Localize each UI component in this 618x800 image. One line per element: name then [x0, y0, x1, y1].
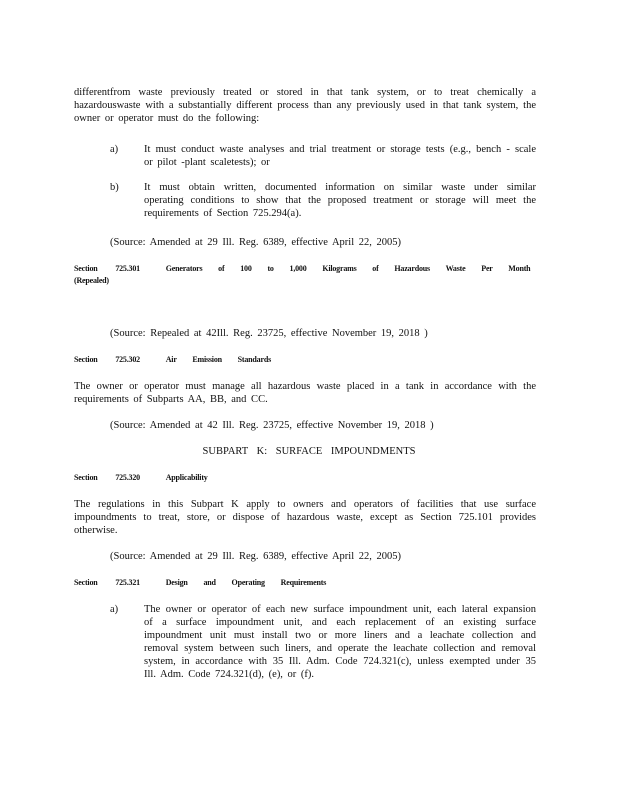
intro-paragraph: differentfrom waste previously treated or stored in that tank system, or to treat chemically a hazardouswaste with a substantially different process than any previously used in that tank system, the owner or operator must do the following:: [74, 87, 536, 124]
section-word: Section: [74, 578, 98, 587]
section-status: (Repealed): [74, 276, 109, 285]
source-note: (Source: Amended at 29 Ill. Reg. 6389, effective April 22, 2005): [110, 551, 401, 562]
section-word: Section: [74, 264, 98, 273]
source-note: (Source: Amended at 29 Ill. Reg. 6389, effective April 22, 2005): [110, 237, 401, 248]
list-item-b: [110, 181, 540, 223]
list-item-label: a): [110, 604, 119, 615]
section-title: Generators of 100 to 1,000 Kilograms of Hazardous Waste Per Month: [165, 264, 531, 273]
section-heading-725-301: [74, 263, 534, 287]
list-item-label: a): [110, 144, 119, 155]
section-number: 725.302: [115, 355, 140, 364]
source-note: (Source: Repealed at 42Ill. Reg. 23725, effective November 19, 2018 ): [110, 328, 428, 339]
section-heading-725-320: [74, 472, 534, 484]
list-item-text: The owner or operator of each new surface impoundment unit, each lateral expansion of a surface impoundment unit, and each replacement of an existing surface impoundment unit must install two or more liners and a leachate collection and removal system between such liners, and operate the leachate collection and removal system, in accordance with 35 Ill. Adm. Code 724.321(c), unless exempted under 35 Ill. Adm. Code 724.321(d), (e), or (f).: [144, 604, 536, 680]
section-title: Air Emission Standards: [165, 355, 271, 364]
section-number: 725.320: [115, 473, 140, 482]
paragraph-725-320: The regulations in this Subpart K apply to owners and operators of facilities that use surface impoundments to treat, store, or dispose of hazardous waste, except as Section 725.101 provides otherwise.: [74, 499, 536, 536]
paragraph-725-302: The owner or operator must manage all hazardous waste placed in a tank in accordance with the requirements of Subparts AA, BB, and CC.: [74, 381, 536, 405]
list-item-text: It must obtain written, documented information on similar waste under similar operating conditions to show that the proposed treatment or storage will meet the requirements of Section 725.294(a).: [144, 182, 536, 219]
section-title: Applicability: [165, 473, 208, 482]
list-item-text: It must conduct waste analyses and trial treatment or storage tests (e.g., bench - scale or pilot -plant scaletests); or: [144, 144, 536, 168]
list-item-321-a: [110, 603, 540, 687]
section-heading-725-302: [74, 354, 534, 366]
section-word: Section: [74, 473, 98, 482]
subpart-heading: SUBPART K: SURFACE IMPOUNDMENTS: [202, 446, 416, 457]
section-heading-725-321: [74, 577, 534, 589]
section-number: 725.301: [115, 264, 140, 273]
source-note: (Source: Amended at 42 Ill. Reg. 23725, effective November 19, 2018 ): [110, 420, 434, 431]
list-item-label: b): [110, 182, 119, 193]
section-number: 725.321: [115, 578, 140, 587]
list-item-a: [110, 143, 540, 171]
section-title: Design and Operating Requirements: [165, 578, 327, 587]
section-word: Section: [74, 355, 98, 364]
